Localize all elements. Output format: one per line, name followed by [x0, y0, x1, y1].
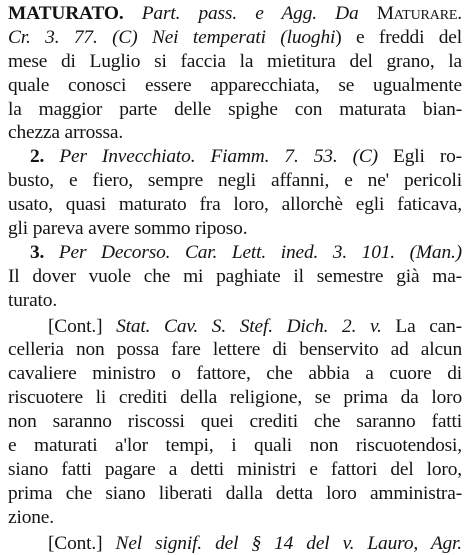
cont-1-line-2: celleria non possa fare lettere di benservito ad alcun [8, 339, 462, 361]
entry-line-3: mese di Luglio si faccia la mietitura del grano, la [8, 50, 462, 72]
sense-2-line-1: 2. Per Invecchiato. Fiamm. 7. 53. (C) Egli ro- [30, 146, 462, 168]
cont-1-line-1: [Cont.] Stat. Cav. S. Stef. Dich. 2. v. La can- [48, 315, 462, 337]
entry-line-5: la maggior parte delle spighe con maturata bian- [8, 98, 462, 120]
headword: MATURATO. [8, 3, 124, 24]
entry-line-1 [8, 2, 462, 26]
sense-2-line-2: busto, e fiero, sempre negli affanni, e ne' pericoli [8, 170, 462, 192]
sense-3-line-1: 3. Per Decorso. Car. Lett. ined. 3. 101. (Man.) [30, 241, 462, 263]
cont-1-line-5: non saranno riscossi quei crediti che saranno fatti [8, 411, 462, 433]
cont-1-line-9: zione. [8, 506, 54, 528]
grammatical-info: Part. pass. e Agg. Da [123, 3, 377, 24]
cont-1-line-4: riscuotere li crediti della religione, se prima da loro [8, 387, 462, 409]
entry-line-4: quale conosci essere apparecchiata, se ugualmente [8, 74, 462, 96]
entry-line-2: Cr. 3. 77. (C) Nei temperati (luoghi) e freddi del [8, 26, 462, 48]
source-verb: Maturare. [376, 3, 462, 24]
sense-3-line-3: turato. [8, 289, 58, 311]
entry-line-6: chezza arrossa. [8, 122, 124, 144]
sense-2-line-3: usato, quasi maturato fra loro, allorchè egli faticava, [8, 194, 462, 216]
cont-1-line-8: prima che siano liberati dalla detta loro amministra- [8, 482, 462, 504]
cont-1-line-7: siano fatti pagare a detti ministri e fattori del loro, [8, 458, 462, 480]
cont-1-line-3: cavaliere ministro o fattore, che abbia a cuore di [8, 363, 462, 385]
cont-1-line-6: e maturati a'lor tempi, i quali non riscuotendosi, [8, 435, 462, 457]
sense-2-line-4: gli pareva avere sommo riposo. [8, 218, 248, 240]
cont-2-line-1: [Cont.] Nel signif. del § 14 del v. Lauro, Agr. [48, 532, 462, 554]
sense-3-line-2: Il dover vuole che mi paghiate il semestre già ma- [8, 265, 462, 287]
